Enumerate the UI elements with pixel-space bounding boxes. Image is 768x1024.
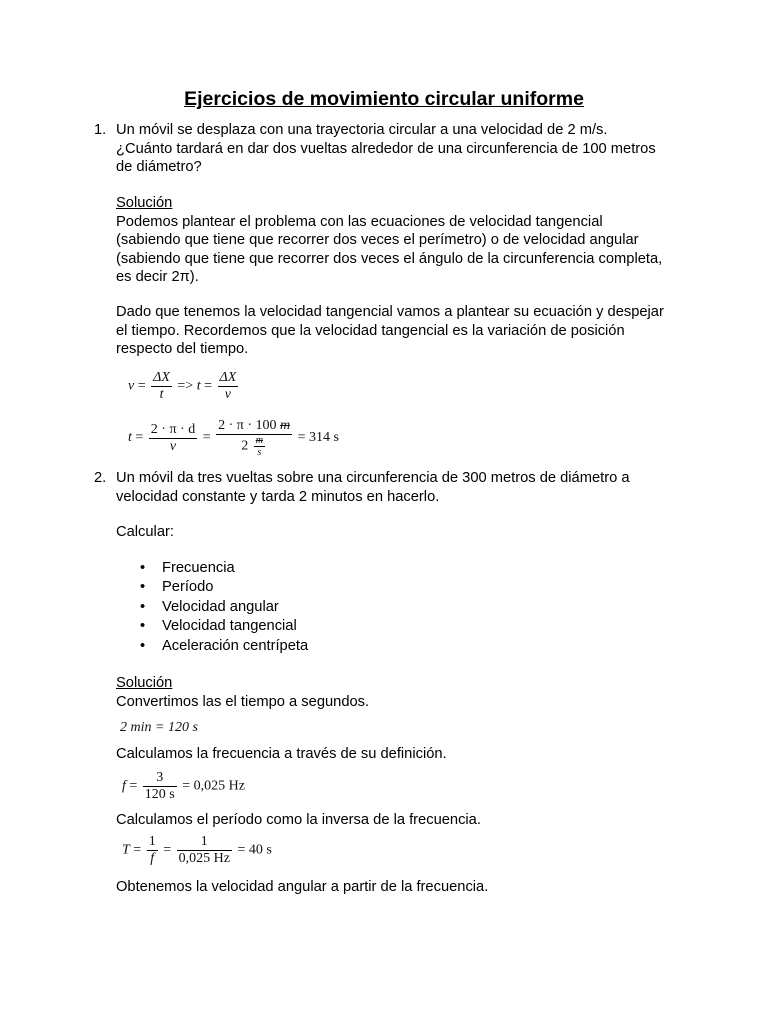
result: = 314 s xyxy=(297,430,339,446)
paragraph-line: el tiempo. Recordemos que la velocidad tangencial es la variación de posición xyxy=(116,322,625,339)
eq-symbol: t xyxy=(128,430,132,446)
fraction xyxy=(177,834,232,867)
denominator xyxy=(216,435,292,458)
equation-velocity xyxy=(128,370,240,403)
paragraph-line: Calculamos la frecuencia a través de su definición. xyxy=(116,746,447,762)
list-item: • Velocidad tangencial xyxy=(116,617,516,636)
denominator: 0,025 Hz xyxy=(178,851,230,866)
numerator-text: 2 · π · 100 xyxy=(218,418,281,433)
exercise-1-paragraph-2 xyxy=(116,303,702,359)
list-item: • Aceleración centrípeta xyxy=(116,637,516,656)
result: = 40 s xyxy=(237,842,272,858)
numerator: ΔX xyxy=(153,370,170,385)
numerator xyxy=(216,418,292,435)
paragraph-line: Dado que tenemos la velocidad tangencial vamos a plantear su ecuación y despejar xyxy=(116,304,664,320)
eq-sign: = xyxy=(135,430,144,446)
paragraph-line: (sabiendo que tiene que recorrer dos veces el perímetro) o de velocidad angular xyxy=(116,232,639,249)
calculate-label: Calcular: xyxy=(116,524,174,540)
solution-label: Solución xyxy=(116,675,173,691)
solution-label: Solución xyxy=(116,195,173,211)
equation-frequency xyxy=(122,770,245,803)
eq-symbol: T xyxy=(122,842,130,858)
paragraph-line: Podemos plantear el problema con las ecuaciones de velocidad tangencial xyxy=(116,213,603,230)
eq-sign: = xyxy=(204,378,212,394)
statement-line: de diámetro? xyxy=(116,159,202,176)
exercise-1-number: 1. xyxy=(94,122,107,138)
exercise-2-statement xyxy=(116,469,702,506)
fraction xyxy=(218,370,239,403)
cancelled-unit: m xyxy=(280,418,291,433)
paragraph-line: es decir 2π). xyxy=(116,269,199,286)
numerator: m xyxy=(255,435,263,446)
statement-line: Un móvil se desplaza con una trayectoria circular a una velocidad de 2 m/s. xyxy=(116,122,608,138)
fraction xyxy=(151,370,172,403)
eq-symbol: f xyxy=(122,778,126,794)
result: = 0,025 Hz xyxy=(182,778,245,794)
denominator: v xyxy=(224,387,231,402)
denominator: s xyxy=(257,447,262,458)
list-item: • Frecuencia xyxy=(116,559,516,578)
exercise-2-solution xyxy=(116,674,702,711)
numerator: ΔX xyxy=(219,370,237,385)
fraction xyxy=(147,834,158,867)
equation-time xyxy=(128,418,339,458)
implies-sign: => xyxy=(177,378,194,394)
paragraph-line: Calculamos el período como la inversa de la frecuencia. xyxy=(116,812,481,828)
eq-sign: = xyxy=(137,378,146,394)
eq-symbol: t xyxy=(196,378,201,394)
paragraph-line: Obtenemos la velocidad angular a partir de la frecuencia. xyxy=(116,879,489,895)
eq-sign: = xyxy=(133,842,142,858)
denominator: f xyxy=(150,851,155,866)
eq-sign: = xyxy=(129,778,138,794)
denominator: v xyxy=(169,438,177,454)
fraction xyxy=(143,770,177,803)
statement-line: Un móvil da tres vueltas sobre una circunferencia de 300 metros de diámetro a xyxy=(116,470,630,486)
numerator: 2 · π · d xyxy=(150,421,196,437)
exercise-2-number: 2. xyxy=(94,470,107,486)
statement-line: ¿Cuánto tardará en dar dos vueltas alrededor de una circunferencia de 100 metros xyxy=(116,140,656,157)
equation-period xyxy=(122,834,272,867)
calculation-list xyxy=(116,559,516,656)
paragraph-line: Convertimos las el tiempo a segundos. xyxy=(116,693,370,710)
eq-sign: = xyxy=(202,430,211,446)
numerator: 3 xyxy=(143,770,177,787)
eq-sign: = xyxy=(163,842,172,858)
paragraph-line: respecto del tiempo. xyxy=(116,341,249,358)
unit-fraction xyxy=(254,435,265,458)
paragraph-line: (sabiendo que tiene que recorrer dos veces el ángulo de la circunferencia completa, xyxy=(116,250,663,267)
denominator-text: 2 xyxy=(241,438,252,454)
eq-symbol: v xyxy=(128,378,135,394)
list-item: • Velocidad angular xyxy=(116,598,516,617)
list-item: • Período xyxy=(116,578,516,597)
numerator: 1 xyxy=(177,834,232,851)
statement-line: velocidad constante y tarda 2 minutos en hacerlo. xyxy=(116,488,440,505)
fraction xyxy=(149,422,197,455)
equation-time-conversion: 2 min = 120 s xyxy=(120,720,198,735)
denominator: 120 s xyxy=(144,787,175,802)
exercise-1-solution xyxy=(116,194,702,287)
page-title: Ejercicios de movimiento circular uniforme xyxy=(184,88,584,110)
numerator: 1 xyxy=(148,834,156,849)
fraction xyxy=(216,418,292,458)
exercise-1-statement xyxy=(116,121,702,177)
denominator: t xyxy=(159,387,164,402)
